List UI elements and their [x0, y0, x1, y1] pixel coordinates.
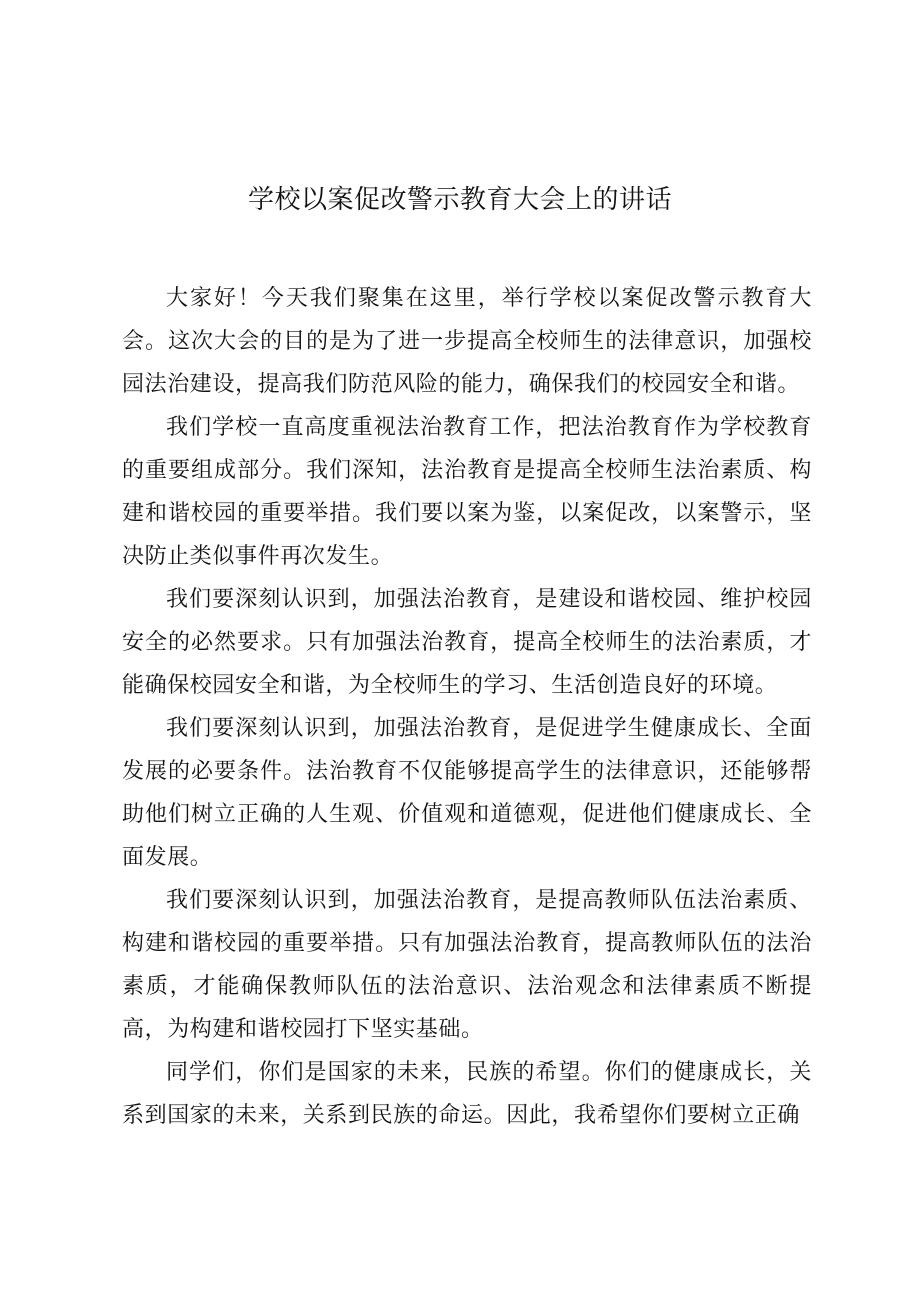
paragraph-2: 我们学校一直高度重视法治教育工作，把法治教育作为学校教育的重要组成部分。我们深知，法治教育是提高全校师生法治素质、构建和谐校园的重要举措。我们要以案为鉴，以案促改，以案警示，坚决防止类似事件再次发生。	[122, 415, 812, 569]
paragraph-6: 同学们，你们是国家的未来，民族的希望。你们的健康成长，关系到国家的未来，关系到民族的命运。因此，我希望你们要树立正确	[122, 1060, 812, 1128]
paragraph-4: 我们要深刻认识到，加强法治教育，是促进学生健康成长、全面发展的必要条件。法治教育不仅能够提高学生的法律意识，还能够帮助他们树立正确的人生观、价值观和道德观，促进他们健康成长、全面发展。	[122, 716, 812, 870]
document-title: 学校以案促改警示教育大会上的讲话	[247, 185, 672, 215]
paragraph-1: 大家好！今天我们聚集在这里，举行学校以案促改警示教育大会。这次大会的目的是为了进一步提高全校师生的法律意识，加强校园法治建设，提高我们防范风险的能力，确保我们的校园安全和谐。	[122, 286, 812, 397]
paragraph-5: 我们要深刻认识到，加强法治教育，是提高教师队伍法治素质、构建和谐校园的重要举措。只有加强法治教育，提高教师队伍的法治素质，才能确保教师队伍的法治意识、法治观念和法律素质不断提高，为构建和谐校园打下坚实基础。	[122, 888, 812, 1042]
document-body	[122, 277, 812, 1137]
paragraph-3: 我们要深刻认识到，加强法治教育，是建设和谐校园、维护校园安全的必然要求。只有加强法治教育，提高全校师生的法治素质，才能确保校园安全和谐，为全校师生的学习、生活创造良好的环境。	[122, 587, 812, 698]
